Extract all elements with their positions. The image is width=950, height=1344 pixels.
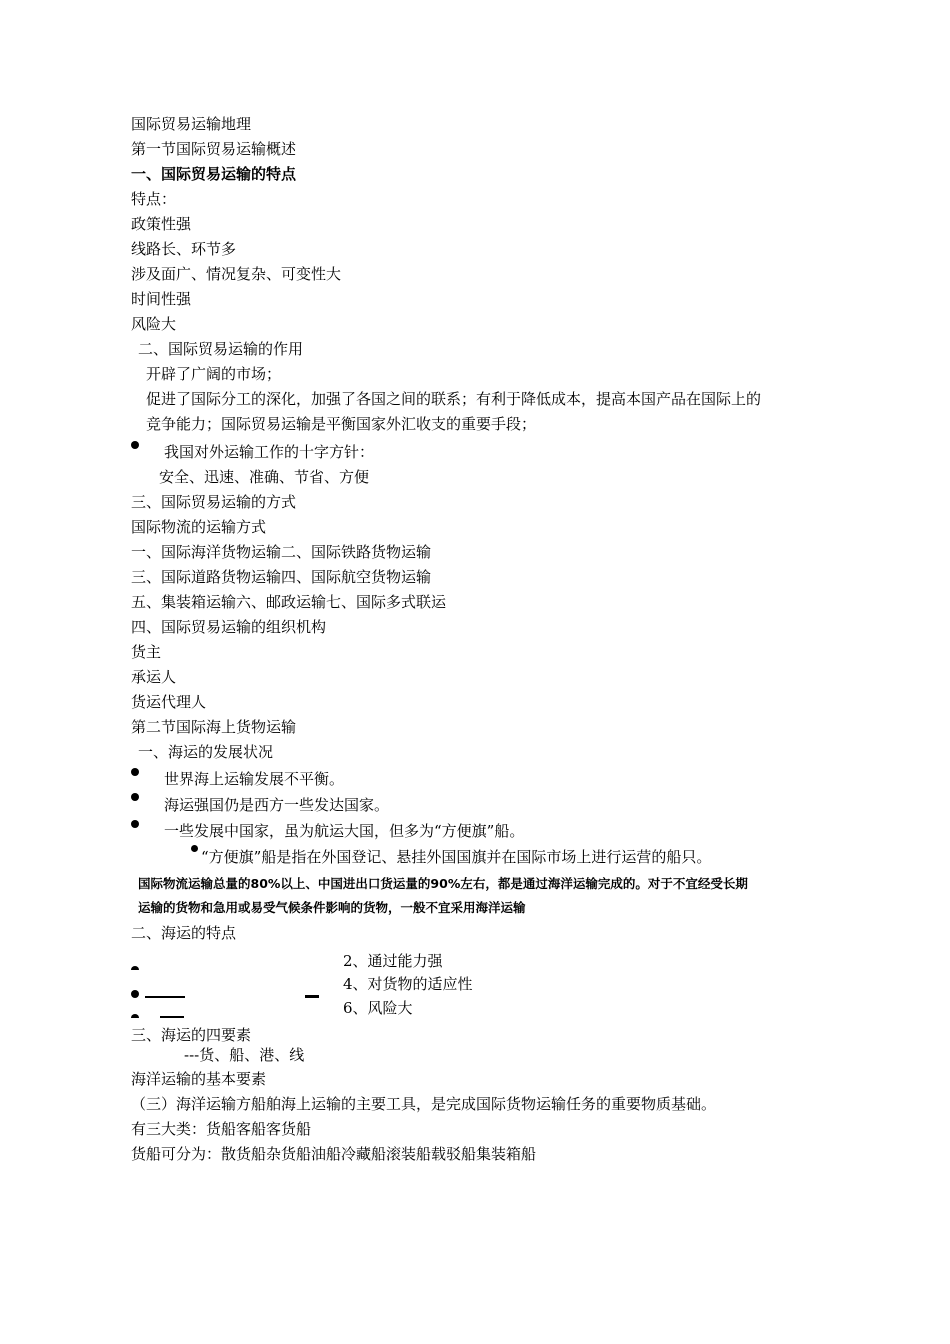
text-line: 政策性强 xyxy=(131,215,192,233)
text-line: ---货、船、港、线 xyxy=(184,1046,305,1064)
bullet-icon xyxy=(131,990,139,998)
list-item: 一些发展中国家，虽为航运大国，但多为“方便旗”船。 xyxy=(164,822,525,840)
bullet-icon xyxy=(131,793,139,801)
text-line: 安全、迅速、准确、节省、方便 xyxy=(159,468,370,486)
text-line: 国际物流的运输方式 xyxy=(131,518,267,536)
text-line: 竞争能力；国际贸易运输是平衡国家外汇收支的重要手段； xyxy=(146,415,537,433)
text-line: 一、国际海洋货物运输二、国际铁路货物运输 xyxy=(131,543,432,561)
fragment-mark xyxy=(305,995,319,998)
note-text: 运输的货物和急用或易受气候条件影响的货物，一般不宜采用海洋运输 xyxy=(138,900,526,915)
text-line: 承运人 xyxy=(131,668,177,686)
note-text: 国际物流运输总量的80%以上、中国进出口货运量的90%左右，都是通过海洋运输完成的。对于不宜经受长期 xyxy=(138,876,748,891)
text-line: 6、风险大 xyxy=(343,999,413,1017)
bullet-icon xyxy=(131,820,139,828)
text-line: 货运代理人 xyxy=(131,693,207,711)
fragment-mark xyxy=(145,996,185,998)
list-item: 世界海上运输发展不平衡。 xyxy=(164,770,345,788)
subheading: 三、国际贸易运输的方式 xyxy=(131,493,297,511)
list-item: 海运强国仍是西方一些发达国家。 xyxy=(164,796,390,814)
text-line: 时间性强 xyxy=(131,290,192,308)
text-line: 五、集装箱运输六、邮政运输七、国际多式联运 xyxy=(131,593,447,611)
doc-title: 国际贸易运输地理 xyxy=(131,115,252,133)
fragment-mark xyxy=(160,1016,184,1018)
text-line: 货船可分为：散货船杂货船油船冷藏船滚装船载驳船集装箱船 xyxy=(131,1145,537,1163)
section-heading: 第一节国际贸易运输概述 xyxy=(131,140,297,158)
bullet-icon xyxy=(131,768,139,776)
subheading: 一、海运的发展状况 xyxy=(138,743,274,761)
subheading: 四、国际贸易运输的组织机构 xyxy=(131,618,327,636)
text-line: 货主 xyxy=(131,643,162,661)
text-line: 4、对货物的适应性 xyxy=(343,975,473,993)
text-line: （三）海洋运输方船舶海上运输的主要工具，是完成国际货物运输任务的重要物质基础。 xyxy=(131,1095,717,1113)
text-line: 有三大类：货船客船客货船 xyxy=(131,1120,312,1138)
text-line: 海洋运输的基本要素 xyxy=(131,1070,267,1088)
text-line: 2、通过能力强 xyxy=(343,952,443,970)
text-line: 三、国际道路货物运输四、国际航空货物运输 xyxy=(131,568,432,586)
text-line: 特点： xyxy=(131,190,177,208)
subheading: 一、国际贸易运输的特点 xyxy=(131,165,297,183)
subheading: 二、国际贸易运输的作用 xyxy=(138,340,304,358)
text-line: 促进了国际分工的深化，加强了各国之间的联系；有利于降低成本，提高本国产品在国际上的 xyxy=(146,390,762,408)
text-line: 涉及面广、情况复杂、可变性大 xyxy=(131,265,342,283)
text-line: 开辟了广阔的市场； xyxy=(146,365,282,383)
subheading: 二、海运的特点 xyxy=(131,924,237,942)
bullet-icon xyxy=(131,441,139,449)
text-line: 风险大 xyxy=(131,315,177,333)
section-heading: 第二节国际海上货物运输 xyxy=(131,718,297,736)
subheading: 三、海运的四要素 xyxy=(131,1026,252,1044)
bullet-icon xyxy=(131,1014,139,1018)
text-line: 线路长、环节多 xyxy=(131,240,237,258)
list-item: “方便旗”船是指在外国登记、悬挂外国国旗并在国际市场上进行运营的船只。 xyxy=(201,848,712,866)
list-item: 我国对外运输工作的十字方针： xyxy=(164,443,375,461)
bullet-icon xyxy=(131,966,139,970)
bullet-icon xyxy=(191,845,198,852)
